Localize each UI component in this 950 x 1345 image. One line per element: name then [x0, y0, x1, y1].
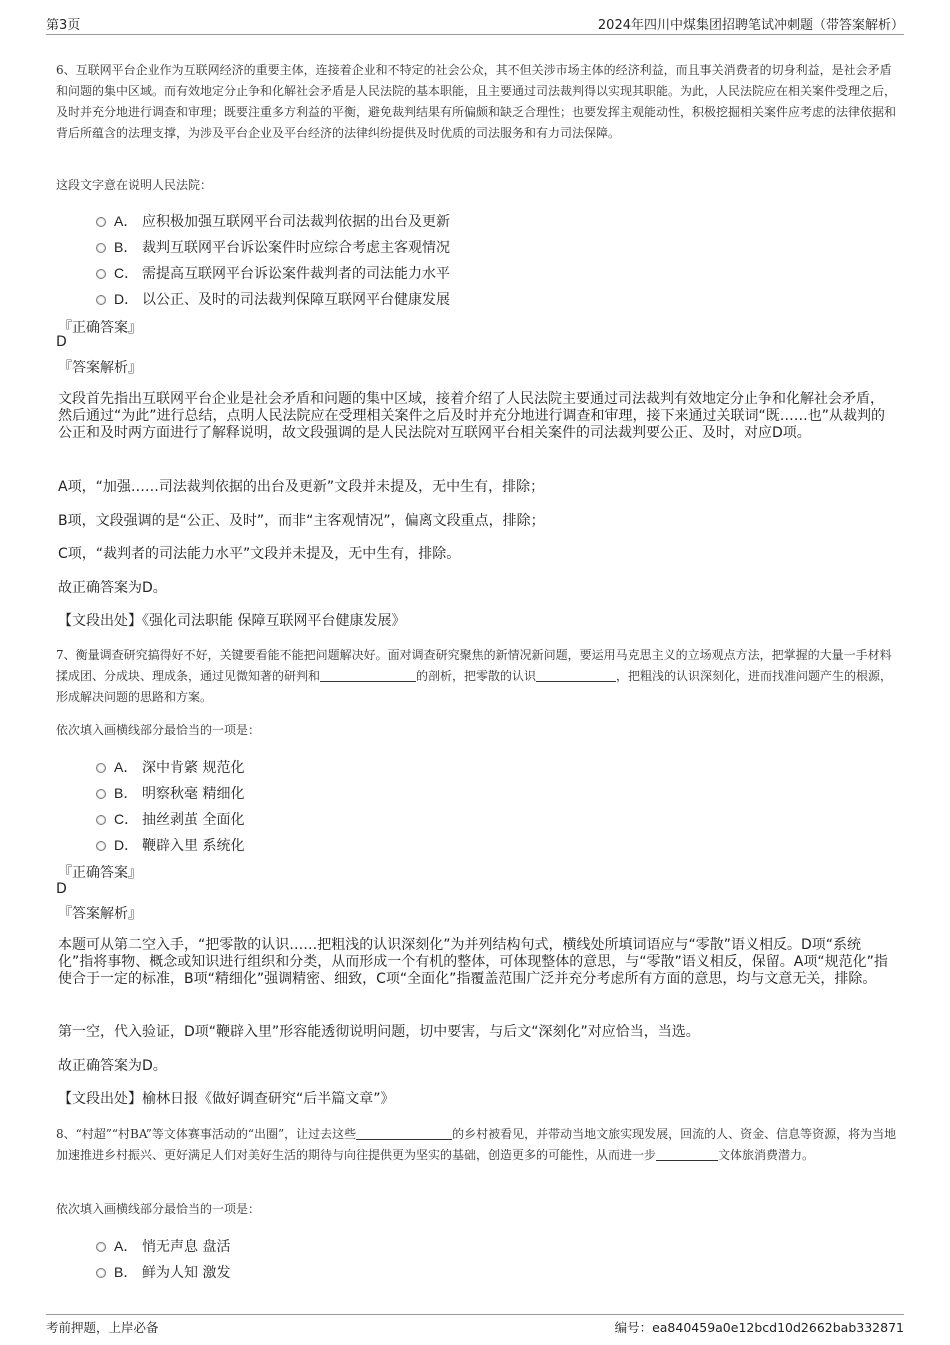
question-6-prompt: 这段文字意在说明人民法院： [56, 178, 213, 192]
radio-icon[interactable] [96, 1268, 106, 1278]
q7-answer-label: 『正确答案』 [58, 865, 142, 881]
q7-option-a[interactable]: A． 深中肯綮 规范化 [96, 757, 244, 777]
q7-analysis-paragraph: 本题可从第二空入手，“把零散的认识……把粗浅的认识深刻化”为并列结构句式，横线处所填词语应与“零散”语义相反。D项“系统化”指将事物、概念或知识进行组织和分类，从而形成一个有机的整体，可体现整体的意思，与“零散”语义相反，保留。A项“规范化”指使合于一定的标准，B项“精细化”强调精密、细致，C项“全面化”指覆盖范围广泛并充分考虑所有方面的意思，均与文意无关，排除。 [58, 937, 888, 987]
document-title: 2024年四川中煤集团招聘笔试冲刺题（带答案解析） [597, 18, 904, 33]
q6-analysis-paragraph: B项，文段强调的是“公正、及时”，而非“主客观情况”，偏离文段重点，排除； [58, 513, 545, 529]
q8-option-b[interactable]: B． 鲜为人知 激发 [96, 1262, 230, 1282]
radio-icon[interactable] [96, 217, 106, 227]
q6-answer-label: 『正确答案』 [58, 320, 142, 336]
question-8-prompt: 依次填入画横线部分最恰当的一项是： [56, 1202, 261, 1216]
q6-analysis-paragraph: 文段首先指出互联网平台企业是社会矛盾和问题的集中区域，接着介绍了人民法院主要通过司法裁判有效地定分止争和化解社会矛盾，然后通过“为此”进行总结，点明人民法院应在受理相关案件之后及时并充分地进行调查和审理，接下来通过关联词“既……也”从裁判的公正和及时两方面进行了解释说明，故文段强调的是人民法院对互联网平台相关案件的司法裁判要公正、及时，对应D项。 [58, 391, 886, 441]
radio-icon[interactable] [96, 789, 106, 799]
question-7-prompt: 依次填入画横线部分最恰当的一项是： [56, 723, 261, 737]
radio-icon[interactable] [96, 269, 106, 279]
document-code: 编号：ea840459a0e12bcd10d2662bab332871 [614, 1320, 904, 1335]
question-7-text: 7、衡量调查研究搞得好不好，关键要看能不能把问题解决好。面对调查研究聚焦的新情况新问题，要运用马克思主义的立场观点方法，把掌握的大量一手材料揉成团、分成块、理成条，通过见微知著的研判和 的剖析，把零散的认识 ，把粗浅的认识深刻化，进而找准问题产生的根源，形成解决问题的思路和方案。 [56, 648, 893, 704]
q6-option-a[interactable]: A． 应积极加强互联网平台司法裁判依据的出台及更新 [96, 211, 450, 231]
radio-icon[interactable] [96, 295, 106, 305]
q6-analysis-label: 『答案解析』 [58, 360, 142, 376]
q6-analysis-paragraph: 故正确答案为D。 [58, 580, 167, 596]
blank-line [320, 669, 416, 682]
q6-analysis-paragraph: C项，“裁判者的司法能力水平”文段并未提及，无中生有，排除。 [58, 546, 461, 562]
radio-icon[interactable] [96, 841, 106, 851]
q6-option-b[interactable]: B． 裁判互联网平台诉讼案件时应综合考虑主客观情况 [96, 237, 450, 257]
q8-option-a[interactable]: A． 悄无声息 盘活 [96, 1236, 230, 1256]
question-6-text: 6、互联网平台企业作为互联网经济的重要主体，连接着企业和不特定的社会公众，其不但关涉市场主体的经济利益，而且事关消费者的切身利益，是社会矛盾和问题的集中区域。而有效地定分止争和化解社会矛盾是人民法院的基本职能，且主要通过司法裁判得以实现其职能。为此，人民法院应在相关案件受理之后，及时并充分地进行调查和审理；既要注重多方利益的平衡，避免裁判结果有所偏颇和缺乏合理性；也要发挥主观能动性，积极挖掘相关案件应考虑的法律依据和背后所蕴含的法理支撑，为涉及平台企业及平台经济的法律纠纷提供及时优质的司法服务和有力司法保障。 [56, 63, 897, 140]
q7-source: 【文段出处】榆林日报《做好调查研究“后半篇文章”》 [58, 1091, 395, 1107]
q7-analysis-paragraph: 第一空，代入验证，D项“鞭辟入里”形容能透彻说明问题，切中要害，与后文“深刻化”对应恰当，当选。 [58, 1024, 700, 1040]
q6-analysis-paragraph: A项，“加强……司法裁判依据的出台及更新”文段并未提及，无中生有，排除； [58, 479, 545, 495]
q7-analysis-paragraph: 故正确答案为D。 [58, 1058, 167, 1074]
blank-line [536, 669, 616, 682]
q6-answer: D [56, 334, 67, 350]
radio-icon[interactable] [96, 763, 106, 773]
blank-line [656, 1148, 718, 1161]
q6-source: 【文段出处】《强化司法职能 保障互联网平台健康发展》 [58, 613, 406, 629]
q7-option-d[interactable]: D． 鞭辟入里 系统化 [96, 835, 244, 855]
q7-analysis-label: 『答案解析』 [58, 906, 142, 922]
q7-option-c[interactable]: C． 抽丝剥茧 全面化 [96, 809, 244, 829]
q6-option-d[interactable]: D． 以公正、及时的司法裁判保障互联网平台健康发展 [96, 289, 450, 309]
radio-icon[interactable] [96, 1242, 106, 1252]
page-footer [46, 1314, 904, 1335]
q7-option-b[interactable]: B． 明察秋毫 精细化 [96, 783, 244, 803]
q7-answer: D [56, 881, 67, 897]
blank-line [356, 1127, 452, 1140]
page-header [46, 14, 904, 35]
radio-icon[interactable] [96, 815, 106, 825]
footer-slogan: 考前押题，上岸必备 [46, 1320, 159, 1335]
page-number: 第3页 [46, 18, 81, 33]
radio-icon[interactable] [96, 243, 106, 253]
question-8-text: 8、“村超”“村BA”等文体赛事活动的“出圈”，让过去这些 的乡村被看见，并带动当地文旅实现发展，回流的人、资金、信息等资源，将为当地加速推进乡村振兴、更好满足人们对美好生活的期待与向往提供更为坚实的基础，创造更多的可能性，从而进一步 文体旅消费潜力。 [56, 1127, 897, 1162]
q6-option-c[interactable]: C． 需提高互联网平台诉讼案件裁判者的司法能力水平 [96, 263, 450, 283]
